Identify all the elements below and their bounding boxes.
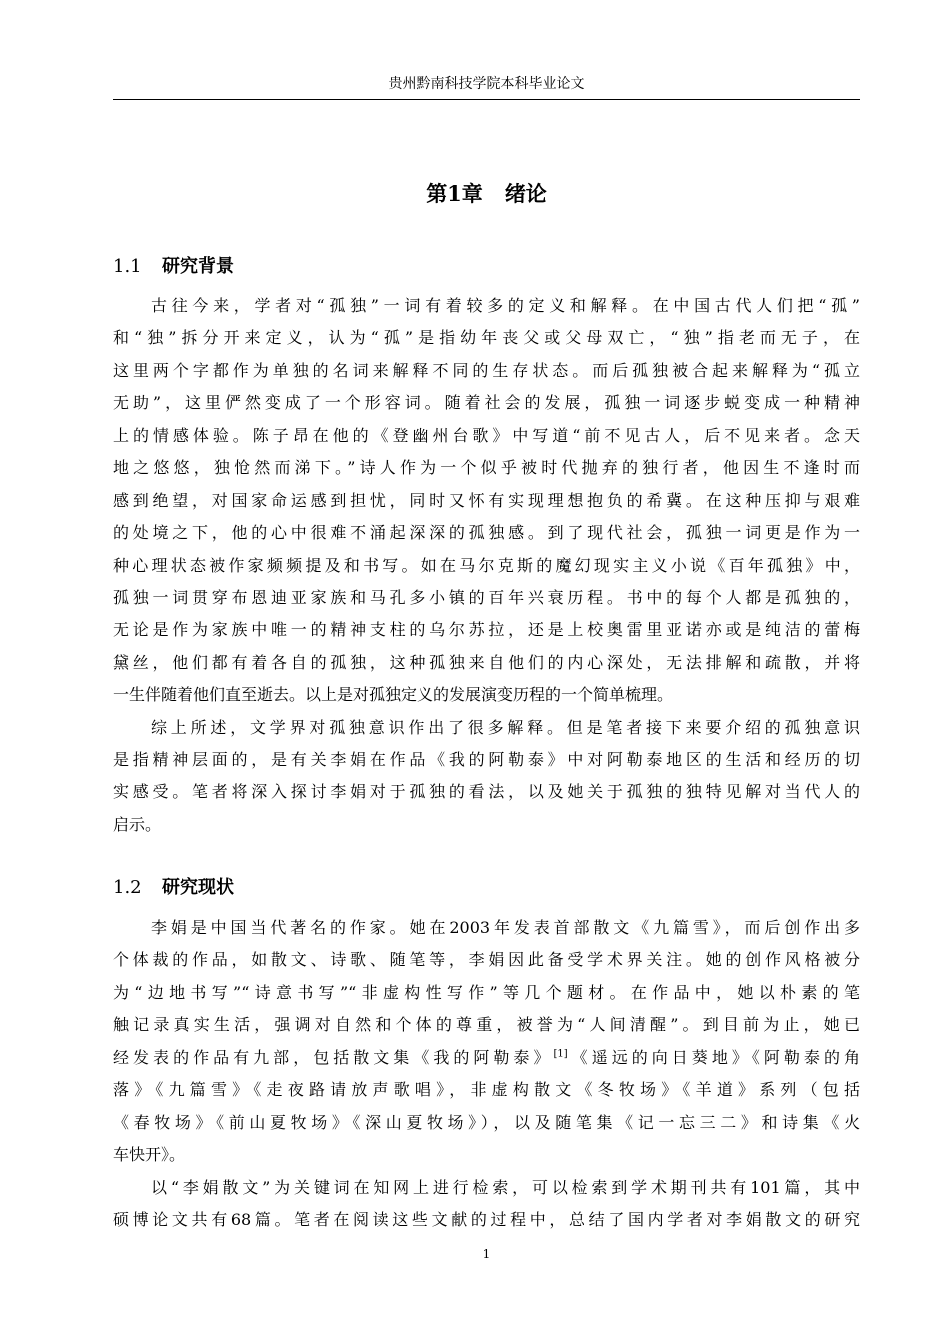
paragraph-line: 为“边地书写”“诗意书写”“非虚构性写作”等几个题材。在作品中，她以朴素的笔 [113, 983, 860, 1002]
paragraph-line: 《春牧场》《前山夏牧场》《深山夏牧场》），以及随笔集《记一忘三二》和诗集《火 [113, 1113, 860, 1132]
chapter-name: 绪论 [504, 181, 547, 206]
chapter-number: 第1章 [426, 181, 483, 206]
paragraph-line: 综上所述，文学界对孤独意识作出了很多解释。但是笔者接下来要介绍的孤独意识 [151, 718, 860, 737]
paragraph-line: 是指精神层面的，是有关李娟在作品《我的阿勒泰》中对阿勒泰地区的生活和经历的切 [113, 750, 860, 769]
chapter-title [113, 179, 860, 209]
section-heading-background [113, 254, 860, 280]
section-number: 1.2 [113, 877, 142, 898]
section-number: 1.1 [113, 256, 142, 277]
paragraph-line: 硕博论文共有68篇。笔者在阅读这些文献的过程中，总结了国内学者对李娟散文的研究 [113, 1210, 860, 1229]
paragraph-line: 种心理状态被作家频频提及和书写。如在马尔克斯的魔幻现实主义小说《百年孤独》中， [113, 556, 860, 575]
paragraph-line: 和“独”拆分开来定义，认为“孤”是指幼年丧父或父母双亡，“独”指老而无子，在 [113, 328, 860, 347]
section-title: 研究现状 [162, 877, 234, 898]
paragraph-line: 地之悠悠，独怆然而涕下。”诗人作为一个似乎被时代抛弃的独行者，他因生不逢时而 [113, 458, 860, 477]
paragraph-line: 上的情感体验。陈子昂在他的《登幽州台歌》中写道“前不见古人，后不见来者。念天 [113, 426, 860, 445]
paragraph-line: 无助”，这里俨然变成了一个形容词。随着社会的发展，孤独一词逐步蜕变成一种精神 [113, 393, 860, 412]
paragraph-line: 以“李娟散文”为关键词在知网上进行检索，可以检索到学术期刊共有101篇，其中 [151, 1178, 860, 1197]
paragraph-line: 感到绝望，对国家命运感到担忧，同时又怀有实现理想抱负的希冀。在这种压抑与艰难 [113, 491, 860, 510]
paragraph-line: 孤独一词贯穿布恩迪亚家族和马孔多小镇的百年兴衰历程。书中的每个人都是孤独的， [113, 588, 860, 607]
paragraph-line: 触记录真实生活，强调对自然和个体的尊重，被誉为“人间清醒”。到目前为止，她已 [113, 1015, 860, 1034]
paragraph-line [113, 1048, 860, 1068]
paragraph-line: 个体裁的作品，如散文、诗歌、随笔等，李娟因此备受学术界关注。她的创作风格被分 [113, 950, 860, 969]
section-heading-status [113, 875, 860, 901]
paragraph-line: 一生伴随着他们直至逝去。以上是对孤独定义的发展演变历程的一个简单梳理。 [113, 685, 674, 704]
paragraph-line: 李娟是中国当代著名的作家。她在2003年发表首部散文《九篇雪》，而后创作出多 [151, 918, 860, 937]
header-rule [113, 99, 860, 100]
paragraph-line: 古往今来，学者对“孤独”一词有着较多的定义和解释。在中国古代人们把“孤” [151, 296, 860, 315]
paragraph-line: 车快开》。 [113, 1145, 186, 1164]
paragraph-line: 的处境之下，他的心中很难不涌起深深的孤独感。到了现代社会，孤独一词更是作为一 [113, 523, 860, 542]
paragraph-line: 黛丝，他们都有着各自的孤独，这种孤独来自他们的内心深处，无法排解和疏散，并将 [113, 653, 860, 672]
paragraph-line: 这里两个字都作为单独的名词来解释不同的生存状态。而后孤独被合起来解释为“孤立 [113, 361, 860, 380]
citation-marker[interactable]: [1] [553, 1048, 568, 1060]
page-number: 1 [482, 1247, 491, 1261]
paragraph-line: 实感受。笔者将深入探讨李娟对于孤独的看法，以及她关于孤独的独特见解对当代人的 [113, 782, 860, 801]
line-text: 经发表的作品有九部，包括散文集《我的阿勒泰》 [113, 1048, 554, 1067]
line-text: 《遥远的向日葵地》《阿勒泰的角 [567, 1048, 860, 1067]
running-header: 贵州黔南科技学院本科毕业论文 [388, 76, 585, 92]
paragraph-line: 无论是作为家族中唯一的精神支柱的乌尔苏拉，还是上校奥雷里亚诺亦或是纯洁的蕾梅 [113, 620, 860, 639]
section-title: 研究背景 [162, 256, 234, 277]
paragraph-line: 落》《九篇雪》《走夜路请放声歌唱》，非虚构散文《冬牧场》《羊道》系列（包括 [113, 1080, 860, 1099]
paragraph-line: 启示。 [113, 815, 162, 834]
